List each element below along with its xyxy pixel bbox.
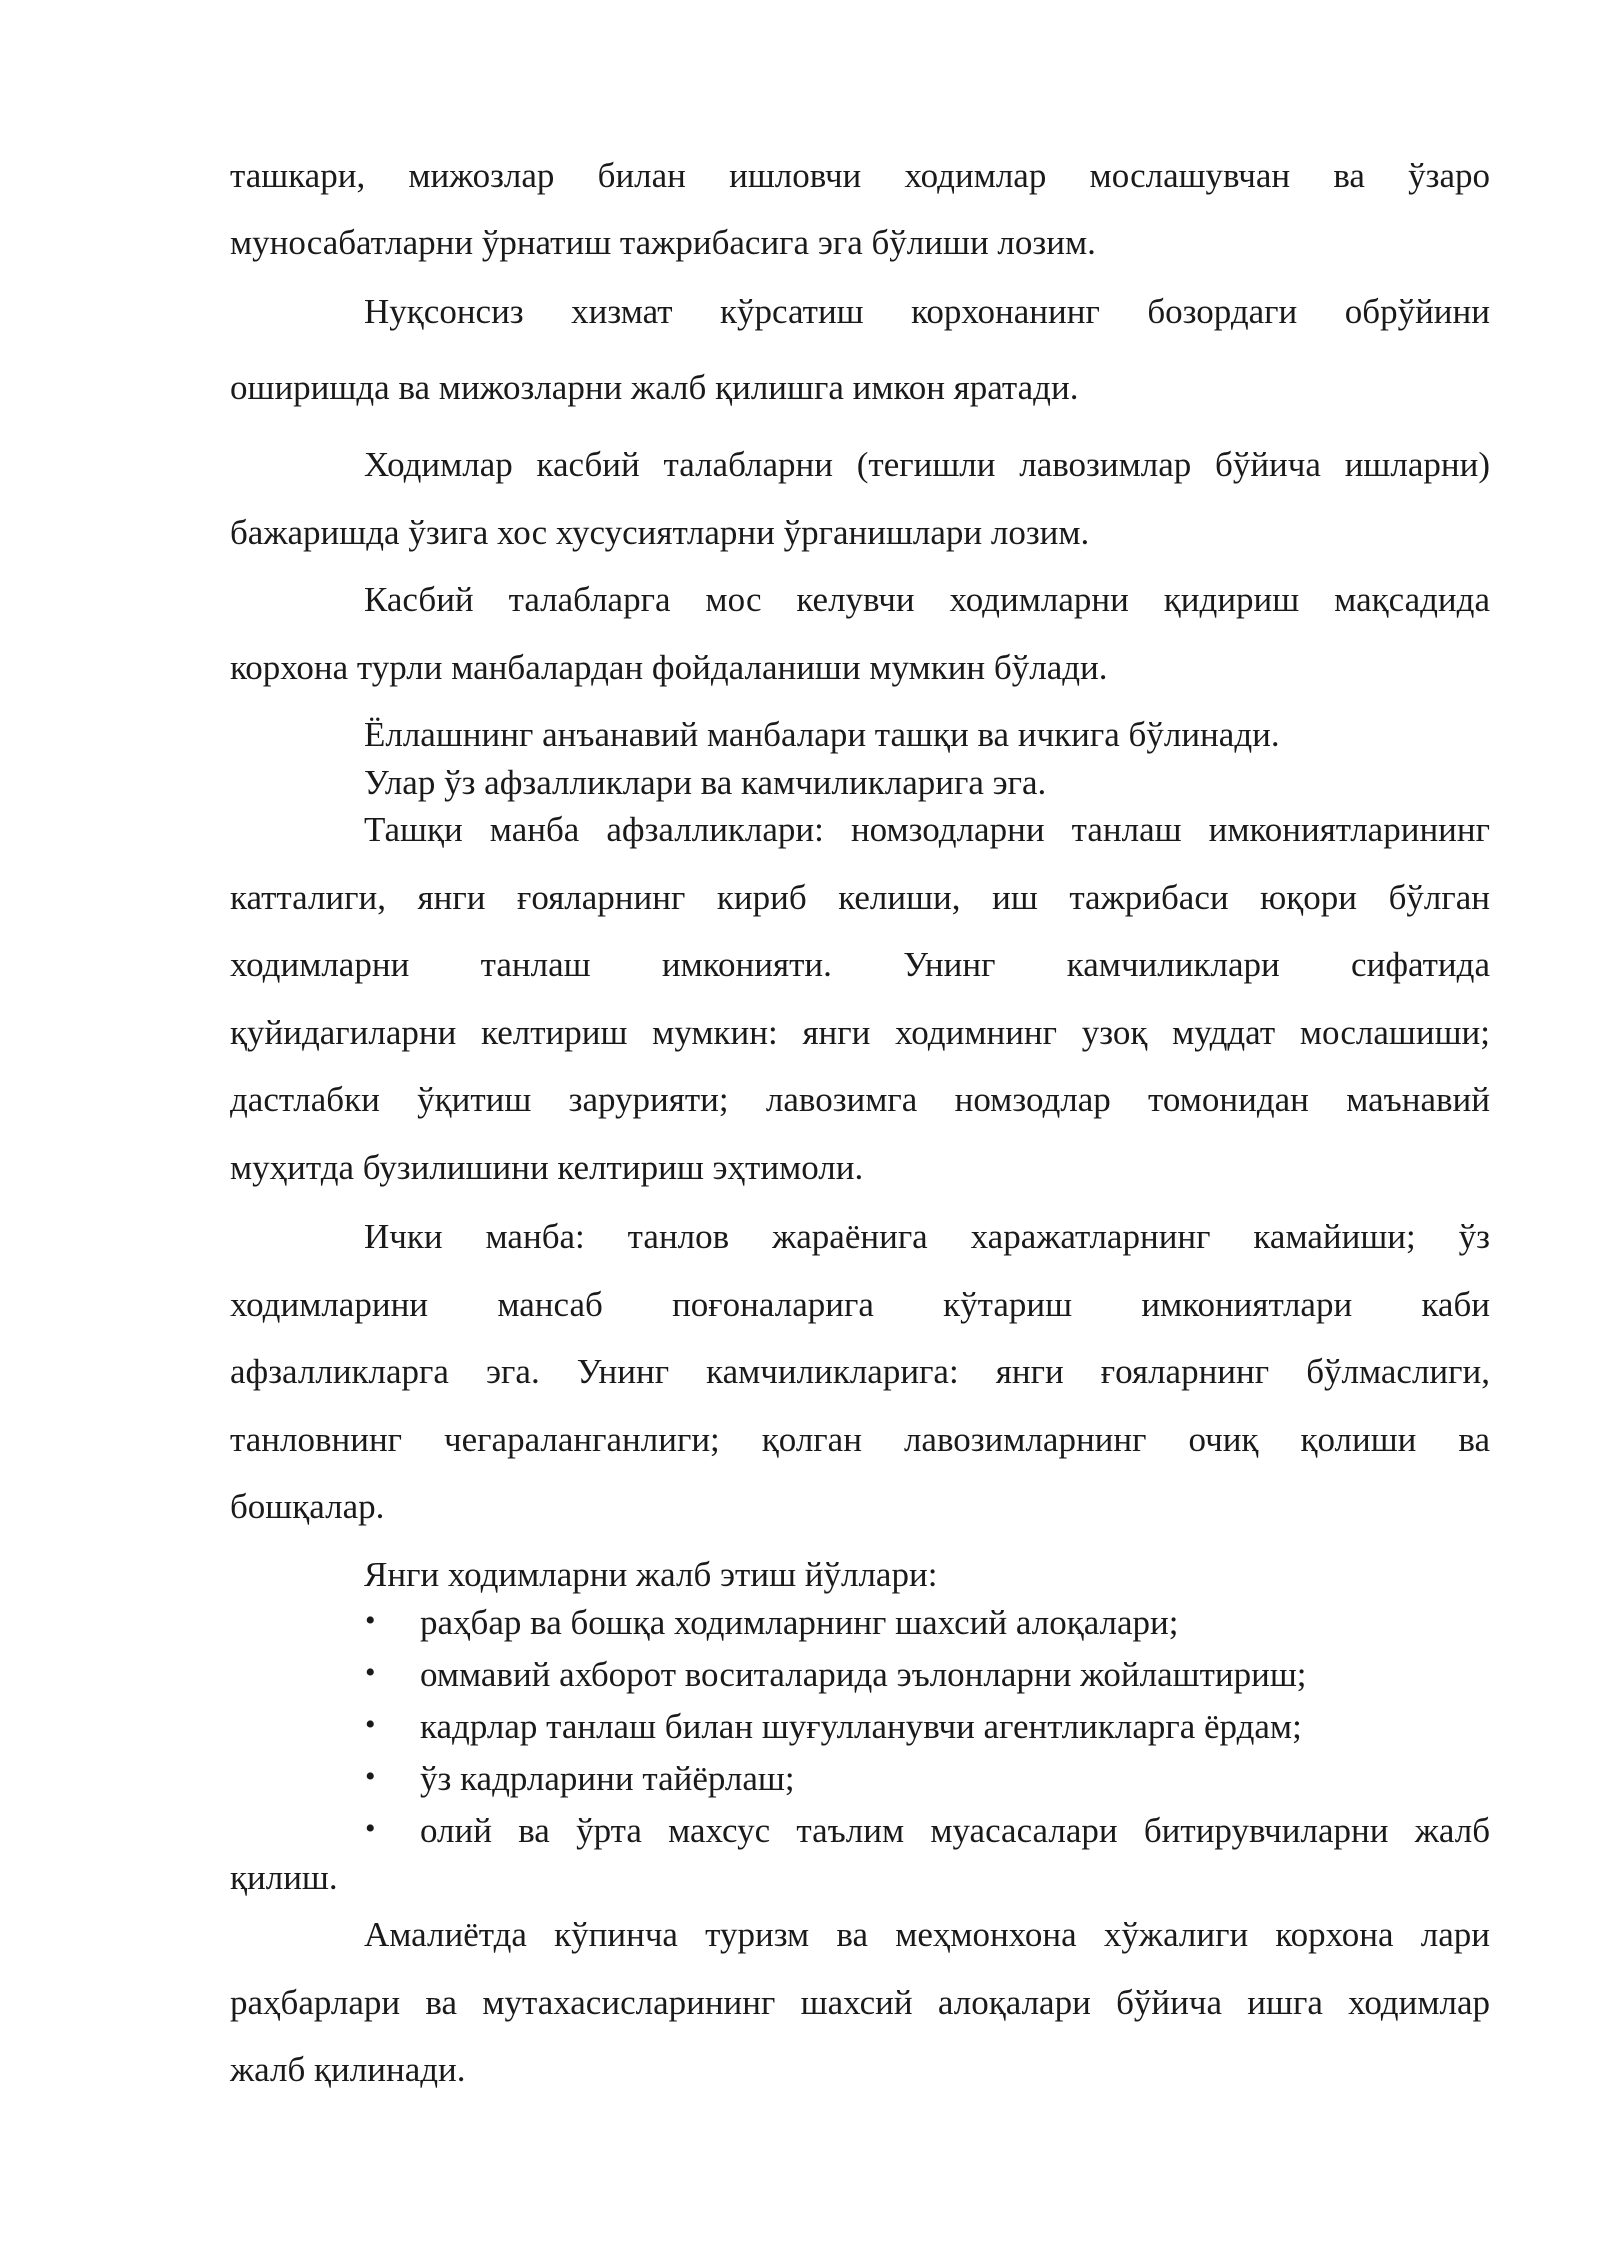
text-line: Улар ўз афзалликлари ва камчиликларига эга. [364,763,1047,802]
text-line: муносабатларни ўрнатиш тажрибасига эга бўлиши лозим. [230,223,1096,262]
text-line: Амалиётда кўпинча туризм ва меҳмонхона хўжалиги корхона лари [364,1915,1490,1954]
list-item: кадрлар танлаш билан шуғулланувчи агентликларга ёрдам; [420,1707,1302,1746]
text-line: Ходимлар касбий талабларни (тегишли лавозимлар бўйича ишларни) [364,445,1490,484]
text-line: бошқалар. [230,1487,385,1526]
text-line: катталиги, янги ғояларнинг кириб келиши, иш тажрибаси юқори бўлган [230,878,1490,917]
list-item: оммавий ахборот воситаларида эълонларни жойлаштириш; [420,1655,1307,1694]
text-line: Нуқсонсиз хизмат кўрсатиш корхонанинг бозордаги обрўйини [364,292,1490,331]
text-line: корхона турли манбалардан фойдаланиши мумкин бўлади. [230,648,1108,687]
text-line: танловнинг чегараланганлиги; қолган лавозимларнинг очиқ қолиши ва [230,1420,1490,1459]
text-line: бажаришда ўзига хос хусусиятларни ўрганишлари лозим. [230,513,1090,552]
list-item: раҳбар ва бошқа ходимларнинг шахсий алоқалари; [420,1603,1179,1642]
text-line: оширишда ва мижозларни жалб қилишга имкон яратади. [230,368,1079,407]
list-item-continuation: қилиш. [230,1858,338,1897]
text-line: жалб қилинади. [230,2050,466,2089]
bullet-marker: • [365,1656,376,1689]
text-line: муҳитда бузилишини келтириш эҳтимоли. [230,1148,864,1187]
text-line: ходимларни танлаш имконияти. Унинг камчиликлари сифатида [230,945,1490,984]
text-line: Касбий талабларга мос келувчи ходимларни қидириш мақсадида [364,580,1490,619]
bullet-marker: • [365,1604,376,1637]
text-line: афзалликларга эга. Унинг камчиликларига: янги ғояларнинг бўлмаслиги, [230,1352,1490,1391]
text-line: Ташқи манба афзалликлари: номзодларни танлаш имкониятларининг [364,810,1490,849]
list-item: олий ва ўрта махсус таълим муасасалари битирувчиларни жалб [420,1811,1490,1850]
text-line: Янги ходимларни жалб этиш йўллари: [364,1555,938,1594]
text-line: Ёллашнинг анъанавий манбалари ташқи ва ичкига бўлинади. [364,715,1280,754]
bullet-marker: • [365,1708,376,1741]
bullet-marker: • [365,1812,376,1845]
text-line: қуйидагиларни келтириш мумкин: янги ходимнинг узоқ муддат мослашиши; [230,1013,1490,1052]
bullet-marker: • [365,1760,376,1793]
text-line: дастлабки ўқитиш зарурияти; лавозимга номзодлар томонидан маънавий [230,1080,1490,1119]
text-line: раҳбарлари ва мутахасисларининг шахсий алоқалари бўйича ишга ходимлар [230,1983,1490,2022]
text-line: ташкари, мижозлар билан ишловчи ходимлар мослашувчан ва ўзаро [230,156,1490,195]
text-line: ходимларини мансаб поғоналарига кўтариш имкониятлари каби [230,1285,1490,1324]
list-item: ўз кадрларини тайёрлаш; [420,1759,795,1798]
text-line: Ички манба: танлов жараёнига харажатларнинг камайиши; ўз [364,1217,1490,1256]
